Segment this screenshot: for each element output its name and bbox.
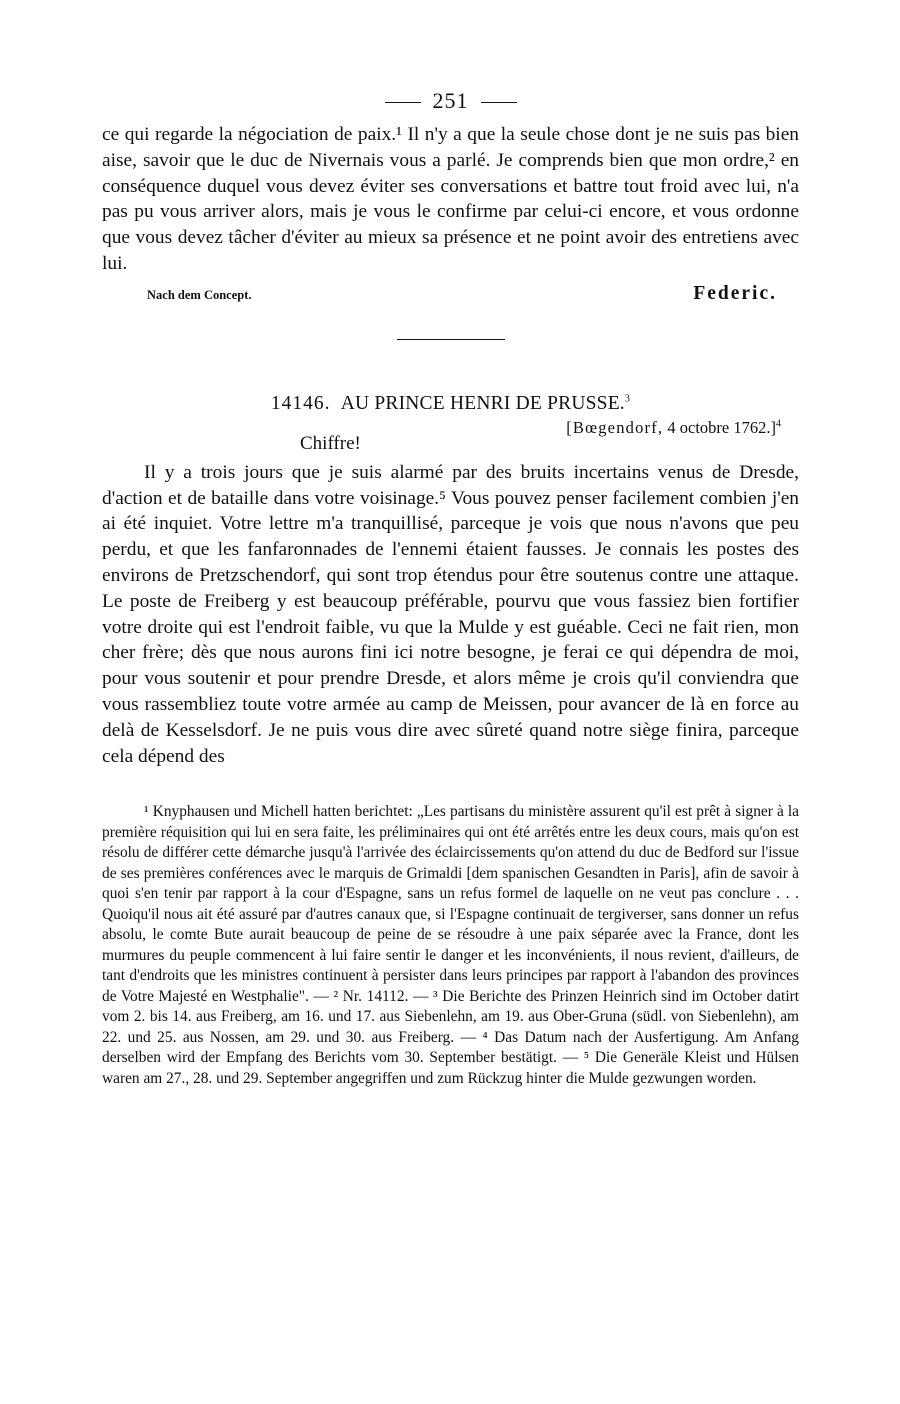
intro-paragraph: ce qui regarde la négociation de paix.¹ Il n'y a que la seule chose dont je ne suis pas bien aise, savoir que le duc de Nivernais vous a parlé. Je comprends bien que mon ordre,² en conséquence duquel vous devez éviter ses conversations et battre tout froid avec lui, n'a pas pu vous arriver alors, mais je vous le confirme par celui-ci encore, et vous ordonne que vous devez tâcher d'éviter au mieux sa présence et ne point avoir des entretiens avec lui. bbox=[102, 124, 799, 274]
source-note: Nach dem Concept. bbox=[147, 287, 252, 302]
book-page bbox=[102, 88, 799, 1089]
page-number: 251 bbox=[432, 88, 469, 113]
cipher-label: Chiffre! bbox=[300, 432, 361, 454]
dateline-place: [Bœgendorf, bbox=[566, 417, 664, 437]
letter-title: AU PRINCE HENRI DE PRUSSE. bbox=[340, 392, 625, 414]
dateline-footnote-mark: 4 bbox=[776, 418, 781, 430]
title-footnote-mark: 3 bbox=[624, 393, 631, 405]
letter-number: 14146. bbox=[270, 392, 331, 414]
page-number-dash-right bbox=[481, 102, 517, 103]
letter-heading bbox=[102, 393, 799, 415]
section-divider bbox=[397, 339, 505, 340]
letter-text bbox=[102, 460, 799, 770]
signature: Federic. bbox=[693, 282, 777, 304]
dateline-date: 4 octobre 1762.] bbox=[667, 417, 776, 437]
intro-text bbox=[102, 122, 799, 277]
closing-block bbox=[102, 283, 799, 305]
footnotes-text: ¹ Knyphausen und Michell hatten berichtet: „Les partisans du ministère assurent qu'il est prêt à signer à la première réquisition qui lui en sera faite, les préliminaires qui ont été arrêtés entre les deux cours, mais qu'on est résolu de différer cette démarche jusqu'à l'arrivée des éclaircissements qu'on attend du duc de Bedford sur l'issue de ses premières conférences avec le marquis de Grimaldi [dem spanischen Gesandten in Paris], afin de savoir à quoi s'en tenir par rapport à la cour d'Espagne, sans un refus formel de laquelle on ne veut pas conclure . . . Quoiqu'il nous ait été assuré par d'autres canaux que, si l'Espagne continuait de tergiverser, sans donner un refus absolu, le comte Bute aurait beaucoup de peine de se résoudre à une paix séparée avec la France, dont les murmures du peuple commencent à lui faire sentir le danger et les inconvénients, il nous revient, d'ailleurs, de tant d'endroits que les ministres continuent à persister dans leurs principes par rapport à l'abandon des provinces de Votre Majesté en Westphalie". — ² Nr. 14112. — ³ Die Berichte des Prinzen Heinrich sind im October datirt vom 2. bis 14. aus Freiberg, am 16. und 17. aus Siebenlehn, am 19. aus Ober-Gruna (südl. von Siebenlehn), am 22. und 25. aus Nossen, am 29. und 30. aus Freiberg. — ⁴ Das Datum nach der Ausfertigung. Am Anfang derselben wird der Empfang des Berichts vom 30. September bestätigt. — ⁵ Die Generäle Kleist und Hülsen waren am 27., 28. und 29. September angegriffen und zum Rückzug hinter die Mulde gezwungen worden. bbox=[102, 803, 799, 1087]
page-number-dash-left bbox=[385, 102, 421, 103]
letter-body: Il y a trois jours que je suis alarmé par des bruits incertains venus de Dresde, d'action et de bataille dans votre voisinage.⁵ Vous pouvez penser facilement combien j'en ai été inquiet. Votre lettre m'a tranquillisé, parceque je vois que nous n'avons que peu perdu, et que les fanfaronnades de l'ennemi étaient fausses. Je connais les postes des environs de Pretzschendorf, qui sont trop étendus pour être soutenus contre une attaque. Le poste de Freiberg y est beaucoup préférable, pourvu que vous fassiez bien fortifier votre droite qui est l'endroit faible, vu que la Mulde y est guéable. Ceci ne fait rien, mon cher frère; dès que nous aurons fini ici notre besogne, je ferai ce qui dépendra de moi, pour vous soutenir et pour prendre Dresde, et alors même je crois qu'il conviendra que vous rassembliez toute votre armée au camp de Meissen, pour avancer de là en force au delà de Kesselsdorf. Je ne puis vous dire avec sûreté quand notre siège finira, parceque cela dépend des bbox=[102, 461, 799, 767]
footnotes bbox=[102, 802, 799, 1089]
page-number-line bbox=[102, 88, 799, 122]
